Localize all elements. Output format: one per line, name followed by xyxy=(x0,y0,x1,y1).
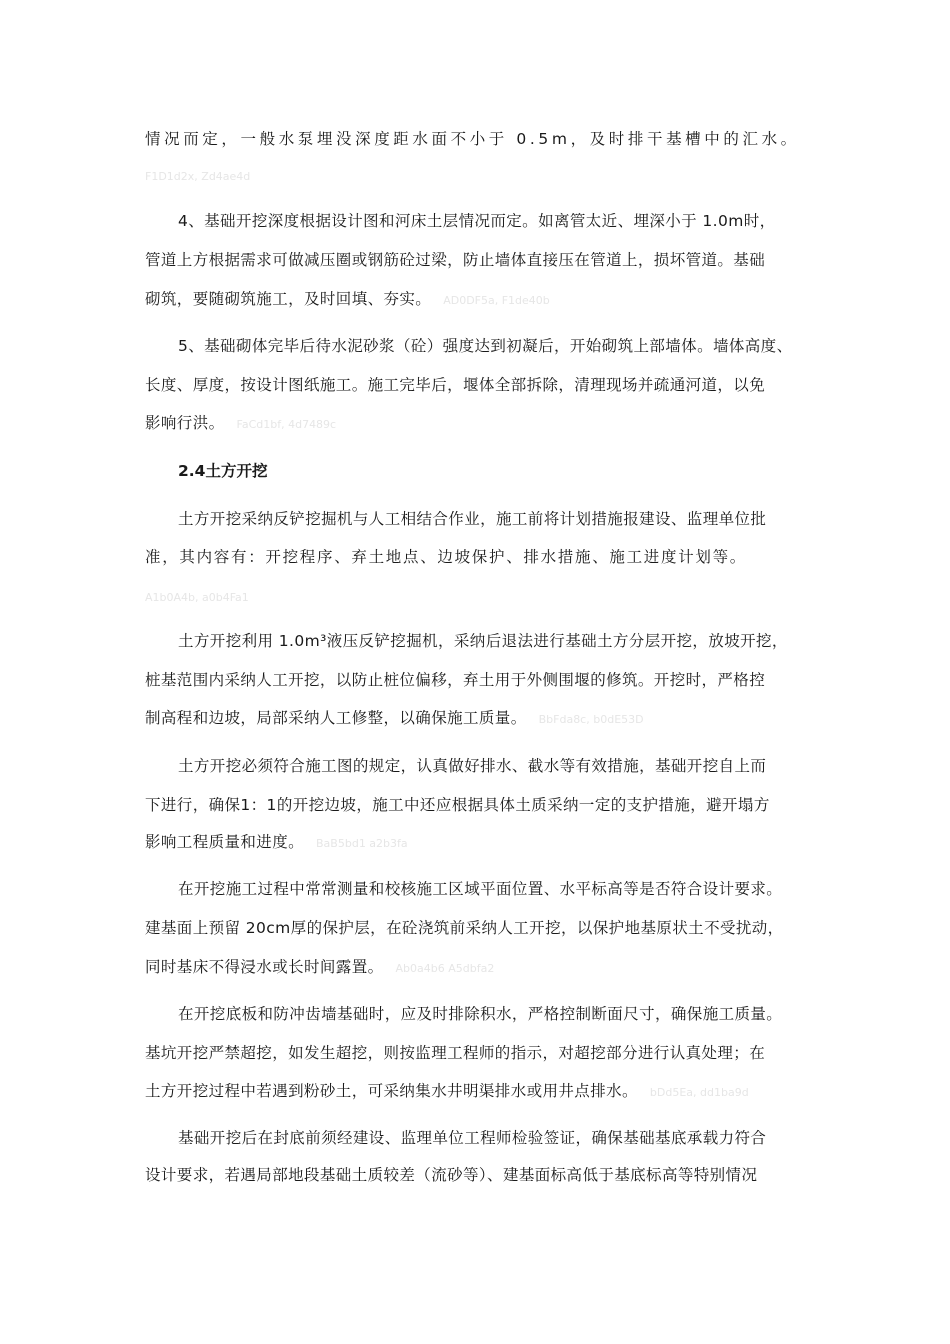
text-line: 桩基范围内采纳人工开挖，以防止桩位偏移，弃土用于外侧围堰的修筑。开挖时，严格控 xyxy=(145,671,766,689)
text-line: 土方开挖利用 1.0m³液压反铲挖掘机，采纳后退法进行基础土方分层开挖，放坡开挖， xyxy=(178,632,788,650)
text-line: 在开挖施工过程中常常测量和校核施工区域平面位置、水平标高等是否符合设计要求。 xyxy=(178,880,783,898)
text-line: 土方开挖采纳反铲挖掘机与人工相结合作业，施工前将计划措施报建设、监理单位批 xyxy=(178,510,767,528)
text-line: 影响工程质量和进度。 BaB5bd1 a2b3fa xyxy=(145,833,408,851)
text-line: 土方开挖过程中若遇到粉砂土，可采纳集水井明渠排水或用井点排水。 bDd5Ea, dd1ba9d xyxy=(145,1082,749,1100)
text-line: 基础开挖后在封底前须经建设、监理单位工程师检验签证，确保基础基底承载力符合 xyxy=(178,1129,767,1147)
watermark-text: Ab0a4b6 A5dbfa2 xyxy=(395,962,495,975)
watermark-text: BaB5bd1 a2b3fa xyxy=(316,837,408,850)
text-line: 制高程和边坡，局部采纳人工修整，以确保施工质量。 BbFda8c, b0dE53D xyxy=(145,709,644,727)
watermark-text: A1b0A4b, a0b4Fa1 xyxy=(145,591,249,604)
watermark-text: AD0DF5a, F1de40b xyxy=(443,294,550,307)
text-line: 管道上方根据需求可做减压圈或钢筋砼过梁，防止墙体直接压在管道上，损坏管道。基础 xyxy=(145,251,766,269)
text-line: 影响行洪。 FaCd1bf, 4d7489c xyxy=(145,414,337,432)
text-line: 准，其内容有：开挖程序、弃土地点、边坡保护、排水措施、施工进度计划等。 xyxy=(145,548,748,566)
text-line: 长度、厚度，按设计图纸施工。施工完毕后，堰体全部拆除，清理现场并疏通河道，以免 xyxy=(145,376,766,394)
watermark-text: F1D1d2x, Zd4ae4d xyxy=(145,170,251,183)
text-line: 4、基础开挖深度根据设计图和河床土层情况而定。如离管太近、埋深小于 1.0m时， xyxy=(178,212,776,230)
watermark-text: FaCd1bf, 4d7489c xyxy=(236,418,337,431)
text-line: 同时基床不得浸水或长时间露置。 Ab0a4b6 A5dbfa2 xyxy=(145,958,495,976)
text-line: 情况而定，一般水泵埋没深度距水面不小于 0.5m，及时排干基槽中的汇水。 xyxy=(145,130,800,148)
watermark-text: bDd5Ea, dd1ba9d xyxy=(649,1086,749,1099)
text-line: 砌筑，要随砌筑施工，及时回填、夯实。 AD0DF5a, F1de40b xyxy=(145,290,550,308)
text-line: 土方开挖必须符合施工图的规定，认真做好排水、截水等有效措施，基础开挖自上而 xyxy=(178,757,767,775)
text-line: 建基面上预留 20cm厚的保护层，在砼浇筑前采纳人工开挖，以保护地基原状土不受扰动， xyxy=(145,919,784,937)
watermark-text: BbFda8c, b0dE53D xyxy=(538,713,644,726)
text-line: 设计要求，若遇局部地段基础土质较差（流砂等）、建基面标高低于基底标高等特别情况 xyxy=(145,1166,758,1184)
text-line: 基坑开挖严禁超挖，如发生超挖，则按监理工程师的指示，对超挖部分进行认真处理；在 xyxy=(145,1044,766,1062)
section-heading: 2.4土方开挖 xyxy=(178,462,268,480)
text-line: 下进行，确保1：1的开挖边坡，施工中还应根据具体土质采纳一定的支护措施，避开塌方 xyxy=(145,796,770,814)
text-line: 在开挖底板和防冲齿墙基础时，应及时排除积水，严格控制断面尺寸，确保施工质量。 xyxy=(178,1005,783,1023)
text-line: 5、基础砌体完毕后待水泥砂浆（砼）强度达到初凝后，开始砌筑上部墙体。墙体高度、 xyxy=(178,337,793,355)
